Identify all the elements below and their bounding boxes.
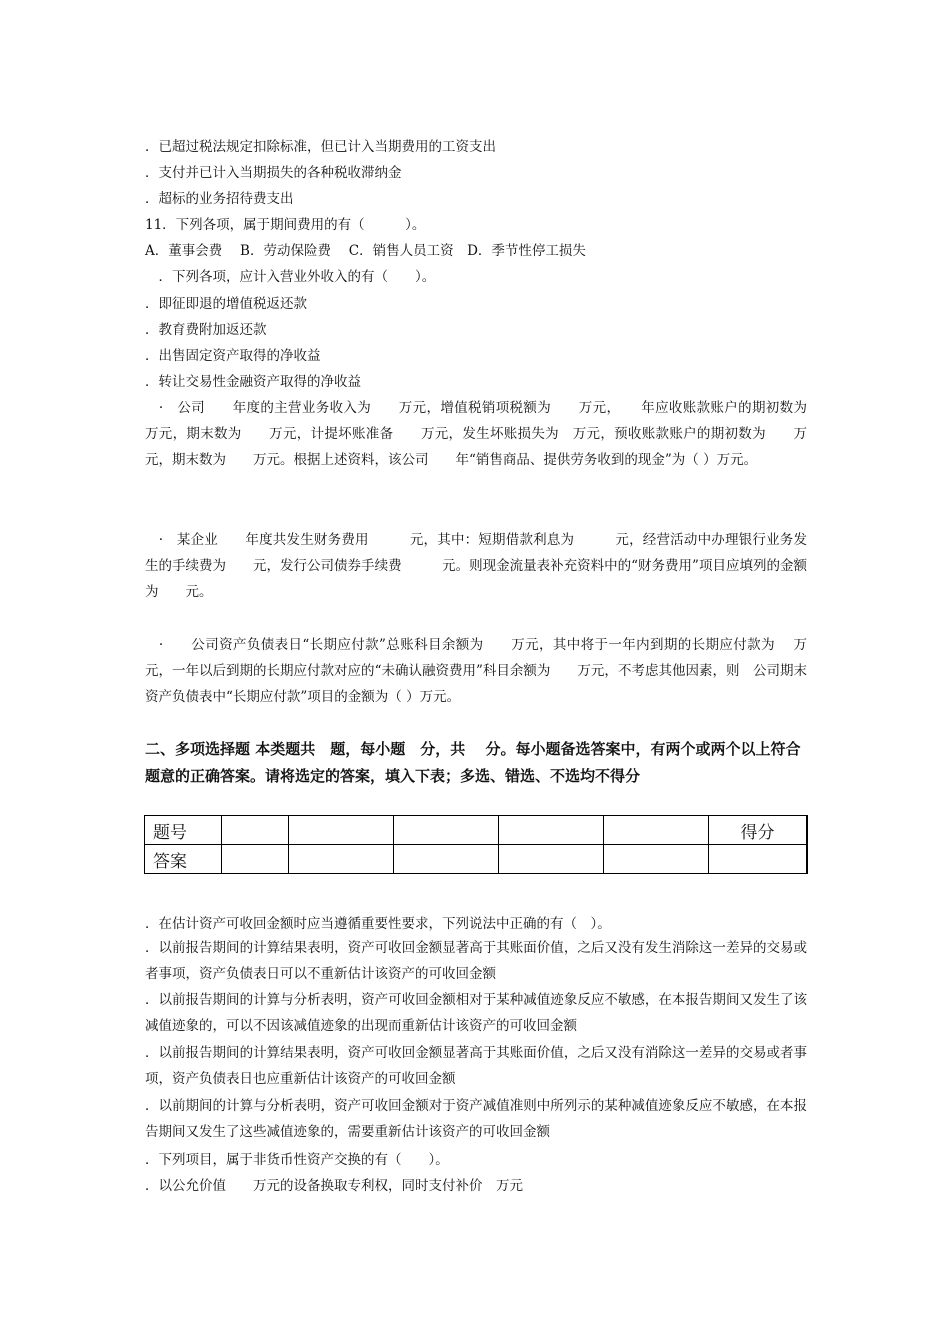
option-paragraph: ．以前报告期间的计算结果表明，资产可收回金额显著高于其账面价值，之后又没有发生消除这一差异的交易或者事项，资产负债表日可以不重新估计该资产的可收回金额 [145,940,807,982]
table-row [145,816,808,845]
question-paragraph: · 公司资产负债表日“长期应付款”总账科目余额为 万元，其中将于一年内到期的长期应付款为 万元，一年以后到期的长期应付款对应的“未确认融资费用”科目余额为 万元，不考虑其他因素，则 公司期末资产负债表中“长期应付款”项目的金额为（ ）万元。 [145,637,807,705]
table-cell[interactable] [289,816,394,845]
option-line: A．董事会费 B．劳动保险费 C．销售人员工资 D．季节性停工损失 [145,243,586,259]
table-cell[interactable] [222,816,289,845]
table-cell[interactable] [604,816,709,845]
table-cell[interactable] [222,845,289,874]
section-heading: 二、多项选择题 本类题共 题，每小题 分，共 分。每小题备选答案中，有两个或两个以上符合题意的正确答案。请将选定的答案，填入下表；多选、错选、不选均不得分 [145,740,801,785]
answer-table [144,815,808,874]
option-paragraph: ．以前报告期间的计算结果表明，资产可收回金额显著高于其账面价值，之后又没有消除这一差异的交易或者事项，资产负债表日也应重新估计该资产的可收回金额 [145,1045,807,1087]
question-paragraph: · 公司 年度的主营业务收入为 万元，增值税销项税额为 万元， 年应收账款账户的期初数为 万元，期末数为 万元，计提坏账准备 万元，发生坏账损失为 万元，预收账款账户的期初数为 万元，期末数为 万元。根据上述资料，该公司 年“销售商品、提供劳务收到的现金”为（ ）万元。 [145,400,834,468]
question-paragraph: · 某企业 年度共发生财务费用 元，其中：短期借款利息为 元，经营活动中办理银行业务发生的手续费为 元，发行公司债券手续费 元。则现金流量表补充资料中的“财务费用”项目应填列的金额为 元。 [145,532,807,600]
score-label: 得分 [709,816,808,845]
question-line: ．下列项目，属于非货币性资产交换的有（ ）。 [145,1152,449,1168]
option-line: ．已超过税法规定扣除标准，但已计入当期费用的工资支出 [145,139,496,155]
option-paragraph: ．以前期间的计算与分析表明，资产可收回金额对于资产减值准则中所列示的某种减值迹象反应不敏感，在本报告期间又发生了这些减值迹象的，需要重新估计该资产的可收回金额 [145,1098,807,1140]
option-line: ．即征即退的增值税返还款 [145,296,307,312]
table-cell[interactable] [394,845,499,874]
option-line: ．支付并已计入当期损失的各种税收滞纳金 [145,165,402,181]
option-line: ．出售固定资产取得的净收益 [145,348,321,364]
question-line: ．在估计资产可收回金额时应当遵循重要性要求，下列说法中正确的有（ ）。 [145,916,611,932]
table-cell[interactable] [499,816,604,845]
table-cell[interactable] [709,845,808,874]
option-paragraph: ．以前报告期间的计算与分析表明，资产可收回金额相对于某种减值迹象反应不敏感，在本报告期间又发生了该减值迹象的，可以不因该减值迹象的出现而重新估计该资产的可收回金额 [145,992,807,1034]
table-cell[interactable] [289,845,394,874]
table-cell[interactable] [604,845,709,874]
table-cell[interactable] [499,845,604,874]
option-line: ．超标的业务招待费支出 [145,191,294,207]
option-line: ．教育费附加返还款 [145,322,267,338]
table-cell[interactable] [394,816,499,845]
table-cell-label: 题号 [145,816,222,845]
question-line: 11．下列各项，属于期间费用的有（ ）。 [145,217,426,233]
table-cell-label: 答案 [145,845,222,874]
option-line: ．转让交易性金融资产取得的净收益 [145,374,361,390]
table-row [145,845,808,874]
question-line: ．下列各项，应计入营业外收入的有（ ）。 [145,269,436,285]
option-line: ．以公允价值 万元的设备换取专利权，同时支付补价 万元 [145,1178,523,1194]
